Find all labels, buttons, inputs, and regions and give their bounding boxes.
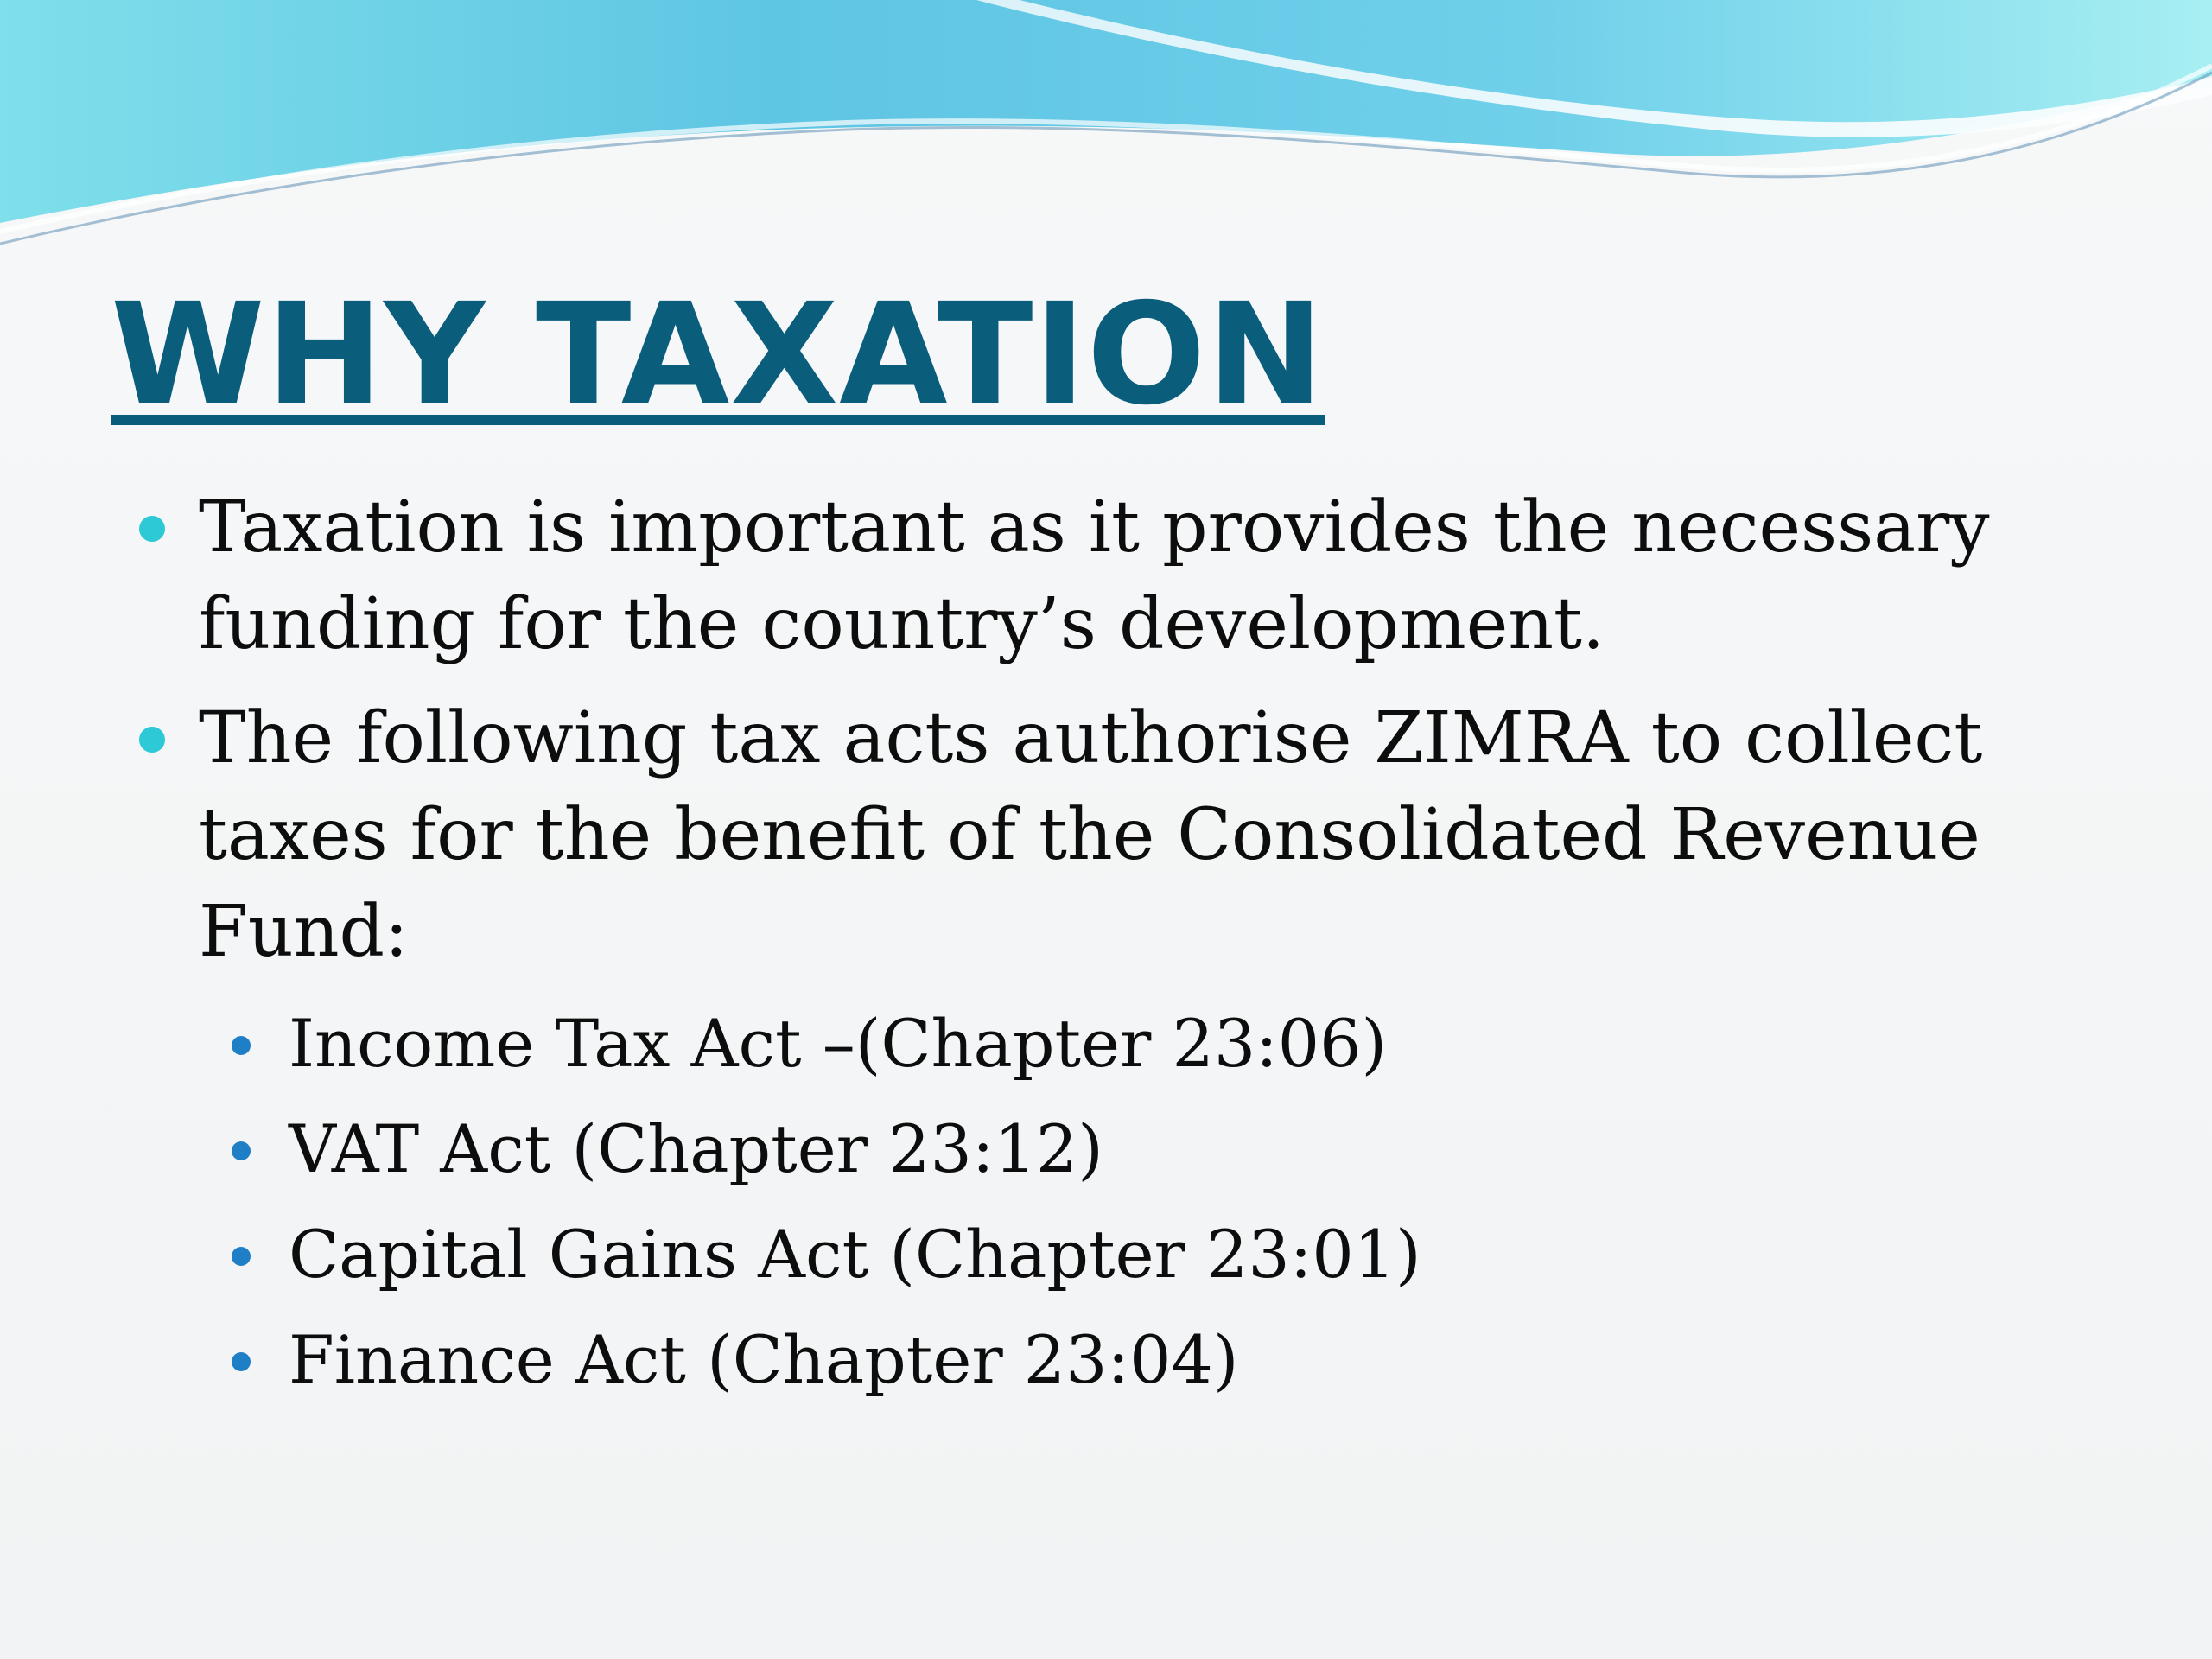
sub-item-vat-act: VAT Act (Chapter 23:12) <box>289 1096 2134 1202</box>
sub-item-capital-gains-act: Capital Gains Act (Chapter 23:01) <box>289 1202 2134 1307</box>
sub-item-income-tax-act: Income Tax Act –(Chapter 23:06) <box>289 991 2134 1096</box>
decorative-wave-header <box>0 0 2212 259</box>
slide-title: WHY TAXATION <box>111 274 1325 436</box>
bullet-tax-acts-text: The following tax acts authorise ZIMRA to collect taxes for the benefit of the Consolidated Revenue Fund: <box>199 697 1983 973</box>
bullet-taxation-importance: Taxation is important as it provides the necessary funding for the country’s development. <box>199 480 2134 673</box>
sub-item-finance-act: Finance Act (Chapter 23:04) <box>289 1307 2134 1413</box>
bullet-list <box>199 480 2134 1430</box>
bullet-tax-acts <box>199 690 2134 1413</box>
tax-acts-sublist <box>199 991 2134 1413</box>
